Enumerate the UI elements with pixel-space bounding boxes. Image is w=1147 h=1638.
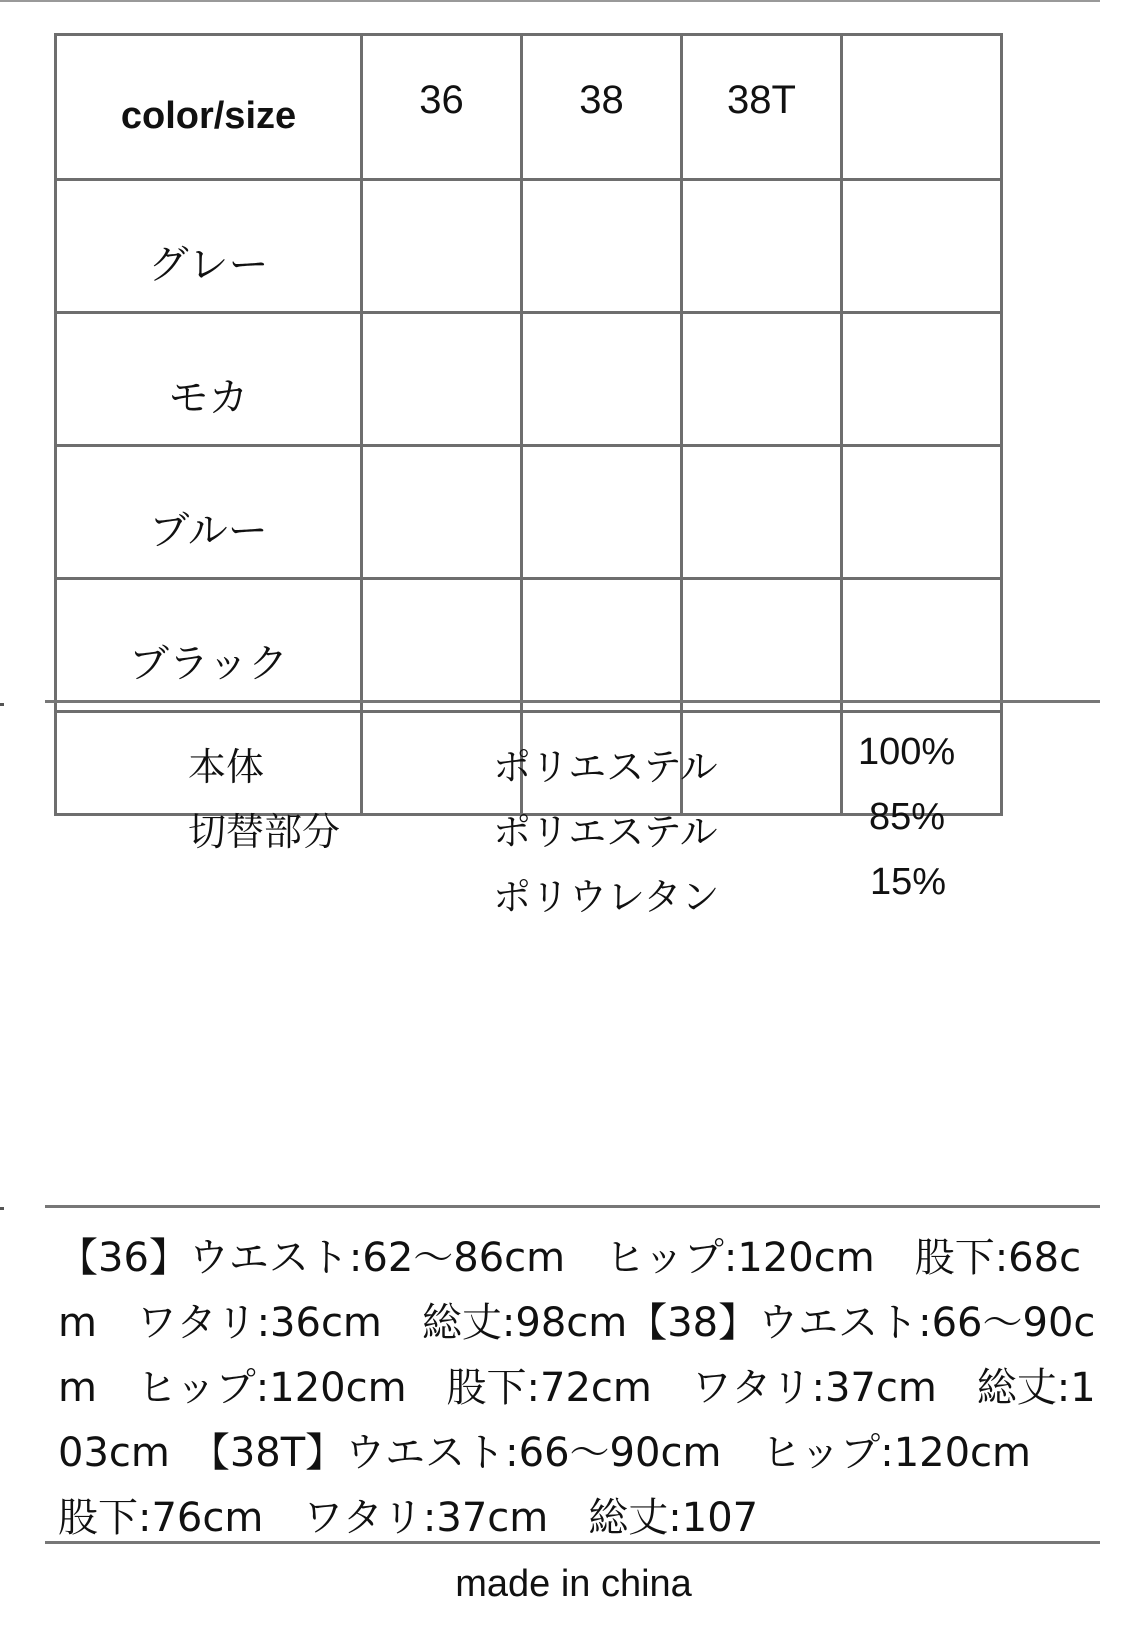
row-color-black: ブラック (56, 579, 362, 712)
table-cell (522, 579, 682, 712)
material-fabric: ポリウレタン (493, 875, 720, 919)
origin-label: made in china (455, 1563, 692, 1605)
header-size-38t: 38T (682, 35, 842, 180)
table-cell (682, 180, 842, 313)
material-percent: 15% (870, 861, 947, 903)
table-cell (842, 313, 1002, 446)
materials-top-rule (45, 700, 1100, 703)
table-cell (522, 313, 682, 446)
header-size-38: 38 (522, 35, 682, 180)
material-percent: 85% (869, 796, 946, 838)
table-cell (362, 313, 522, 446)
table-cell (362, 180, 522, 313)
table-cell (842, 446, 1002, 579)
table-row (56, 180, 1002, 313)
edge-tick (0, 1207, 4, 1210)
header-size-36: 36 (362, 35, 522, 180)
row-color-mocha: モカ (56, 313, 362, 446)
table-cell (682, 579, 842, 712)
table-cell (362, 579, 522, 712)
table-row (56, 313, 1002, 446)
material-fabric: ポリエステル (493, 745, 718, 789)
table-cell (522, 180, 682, 313)
table-cell (682, 446, 842, 579)
size-details-text: 【36】ウエスト:62～86cm ヒップ:120cm 股下:68cm ワタリ:36cm 総丈:98cm【38】ウエスト:66～90cm ヒップ:120cm 股下:72cm ワタリ:37cm 総丈:103cm 【38T】ウエスト:66～90cm ヒップ:120cm 股下:76cm ワタリ:37cm 総丈:107 (58, 1235, 1096, 1541)
table-cell (842, 180, 1002, 313)
row-color-gray: グレー (56, 180, 362, 313)
table-cell (362, 446, 522, 579)
header-color-size: color/size (56, 35, 362, 180)
material-part: 切替部分 (188, 810, 341, 854)
header-empty (842, 35, 1002, 180)
material-percent: 100% (858, 731, 956, 773)
sizes-top-rule (45, 1205, 1100, 1208)
material-fabric: ポリエステル (493, 810, 718, 854)
color-size-table (54, 33, 1003, 816)
table-cell (682, 313, 842, 446)
footer-rule (45, 1541, 1100, 1544)
table-row (56, 446, 1002, 579)
row-color-blue: ブルー (56, 446, 362, 579)
material-part: 本体 (188, 745, 265, 789)
top-rule (0, 0, 1100, 2)
table-cell (842, 579, 1002, 712)
table-cell (522, 446, 682, 579)
table-header-row (56, 35, 1002, 180)
edge-tick (0, 703, 4, 706)
table-row (56, 579, 1002, 712)
